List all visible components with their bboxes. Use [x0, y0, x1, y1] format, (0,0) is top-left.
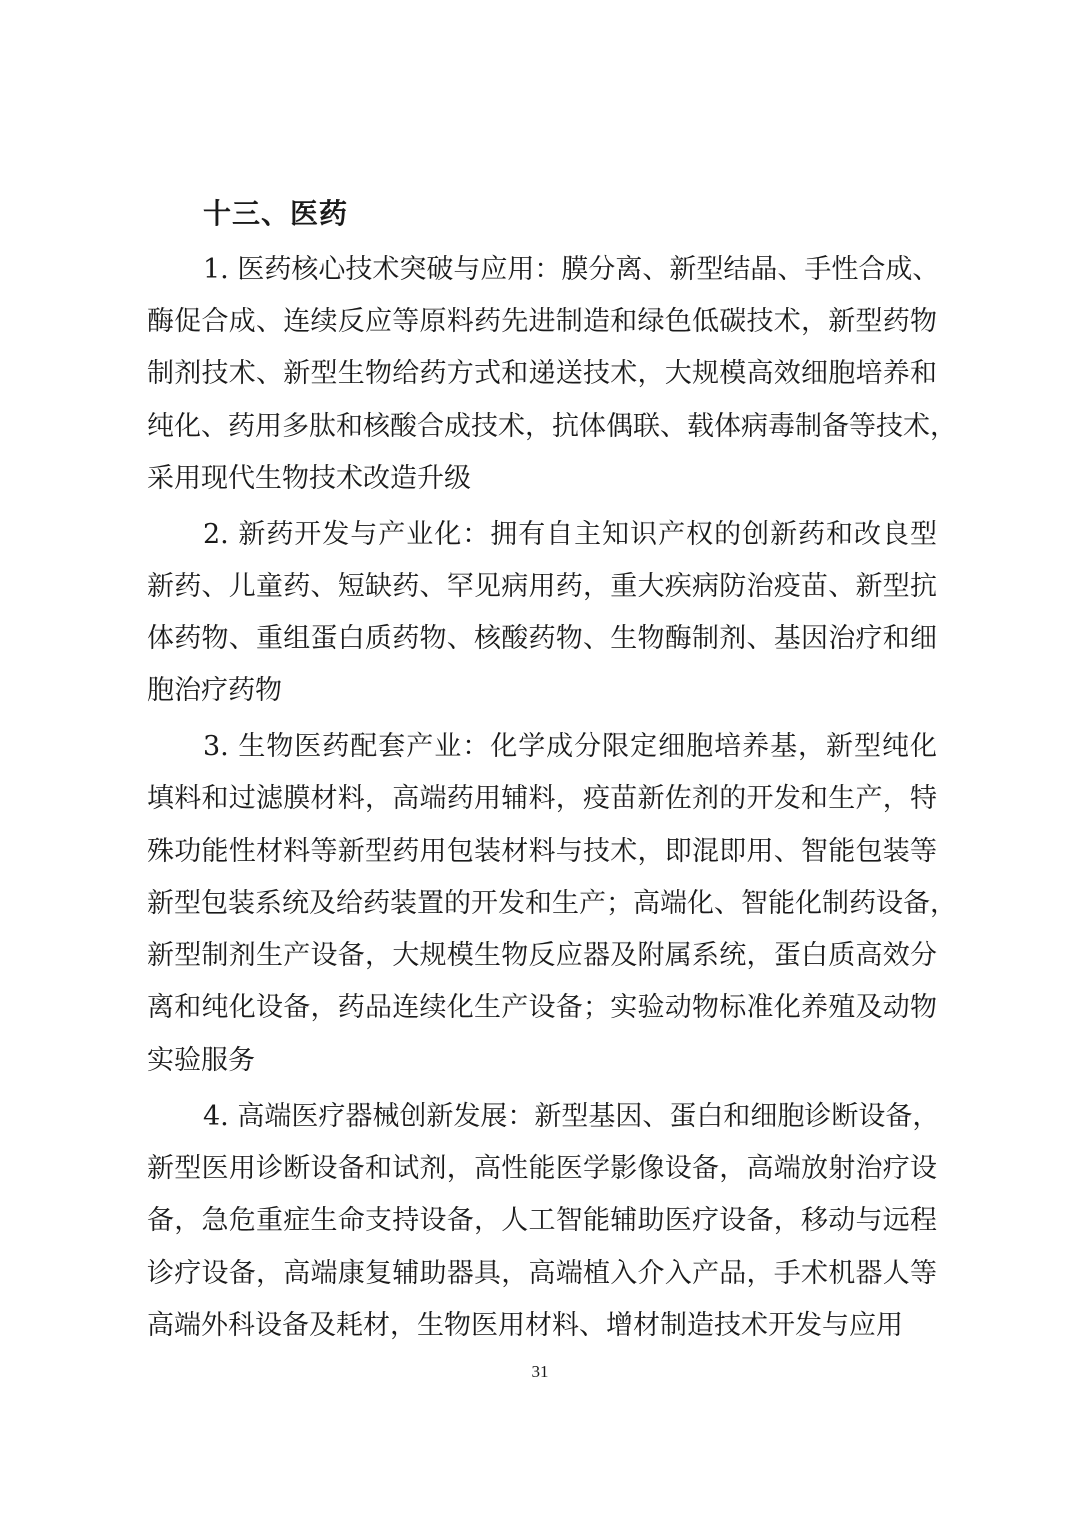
item-4-line-2: 新型医用诊断设备和试剂，高性能医学影像设备，高端放射治疗设 [147, 1153, 937, 1184]
item-1-line-1: 1. 医药核心技术突破与应用：膜分离、新型结晶、手性合成、 [203, 254, 940, 285]
item-4-line-4: 诊疗设备，高端康复辅助器具，高端植入介入产品，手术机器人等 [147, 1258, 937, 1289]
item-2-line-4: 胞治疗药物 [147, 675, 282, 706]
item-4-line-5: 高端外科设备及耗材，生物医用材料、增材制造技术开发与应用 [147, 1310, 903, 1341]
item-3-line-7: 实验服务 [147, 1045, 255, 1076]
item-2-line-3: 体药物、重组蛋白质药物、核酸药物、生物酶制剂、基因治疗和细 [147, 623, 937, 654]
item-3-line-2: 填料和过滤膜材料，高端药用辅料，疫苗新佐剂的开发和生产，特 [147, 783, 937, 814]
item-3-line-6: 离和纯化设备，药品连续化生产设备；实验动物标准化养殖及动物 [147, 992, 937, 1023]
item-2-line-2: 新药、儿童药、短缺药、罕见病用药，重大疾病防治疫苗、新型抗 [147, 571, 937, 602]
item-2-line-1: 2. 新药开发与产业化：拥有自主知识产权的创新药和改良型 [203, 519, 937, 550]
item-1-line-4: 纯化、药用多肽和核酸合成技术，抗体偶联、载体病毒制备等技术， [147, 411, 957, 442]
section-title: 十三、医药 [203, 197, 349, 230]
item-3-line-3: 殊功能性材料等新型药用包装材料与技术，即混即用、智能包装等 [147, 836, 937, 867]
item-3-line-5: 新型制剂生产设备，大规模生物反应器及附属系统，蛋白质高效分 [147, 940, 937, 971]
item-3-line-1: 3. 生物医药配套产业：化学成分限定细胞培养基，新型纯化 [203, 731, 937, 762]
item-3-line-4: 新型包装系统及给药装置的开发和生产；高端化、智能化制药设备， [147, 888, 957, 919]
item-4-line-1: 4. 高端医疗器械创新发展：新型基因、蛋白和细胞诊断设备， [203, 1101, 940, 1132]
page-number: 31 [531, 1362, 549, 1381]
item-1-line-2: 酶促合成、连续反应等原料药先进制造和绿色低碳技术，新型药物 [147, 306, 937, 337]
item-1-line-3: 制剂技术、新型生物给药方式和递送技术，大规模高效细胞培养和 [147, 358, 937, 389]
item-1-line-5: 采用现代生物技术改造升级 [147, 463, 471, 494]
item-4-line-3: 备，急危重症生命支持设备，人工智能辅助医疗设备，移动与远程 [147, 1205, 937, 1236]
